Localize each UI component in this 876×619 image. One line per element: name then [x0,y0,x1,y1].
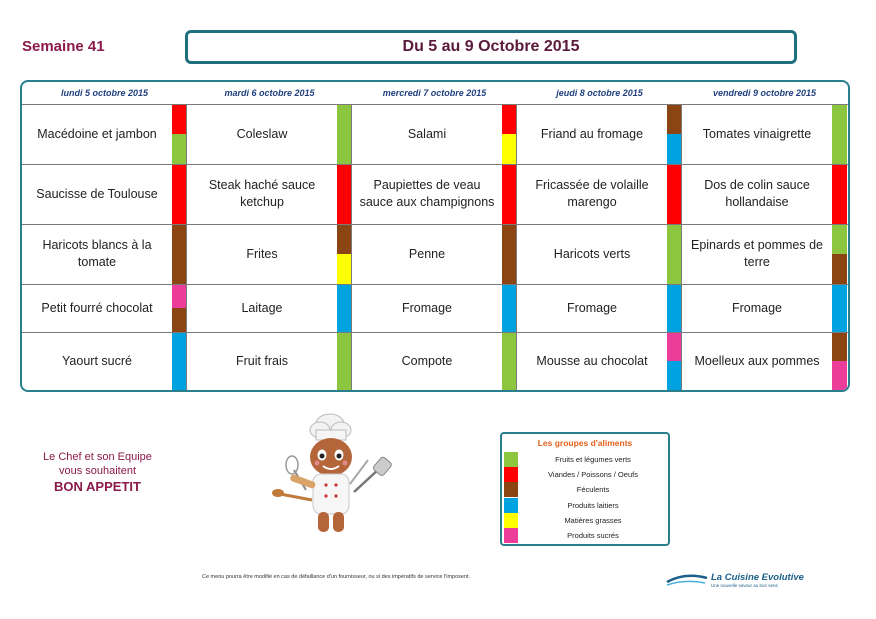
food-group-marker-yellow [337,254,352,284]
food-group-marker-green [172,134,187,164]
disclaimer-note: Ce menu pourra être modifié en cas de défaillance d'un fournisseur, ou si des impératifs de service l'imposent. [202,574,471,580]
menu-item: Penne [408,246,446,261]
food-group-marker-green [337,332,352,390]
food-group-marker-blue [667,284,682,332]
menu-item: Fromage [401,300,453,315]
food-group-marker-brown [502,224,517,284]
menu-item: Laitage [241,300,283,315]
menu-item: Fricassée de volaille marengo [535,178,649,209]
legend-item [502,498,668,513]
legend-label: Produits sucrés [567,531,619,540]
menu-item: Yaourt sucré [62,353,132,368]
food-group-marker-red [502,104,517,134]
food-group-marker-blue [667,134,682,164]
food-group-marker-blue [667,361,682,390]
legend-swatch-pink [504,528,518,543]
food-group-marker-red [502,164,517,224]
menu-item: Coleslaw [236,126,288,141]
menu-item: Mousse au chocolat [536,353,648,368]
food-group-marker-brown [667,104,682,134]
greeting [40,450,155,494]
day-header: lundi 5 octobre 2015 [60,88,149,98]
menu-item: Macédoine et jambon [37,126,157,141]
food-group-marker-green [667,224,682,284]
legend-title: Les groupes d'aliments [537,438,633,448]
brand-logo-icon [665,570,709,590]
food-group-marker-brown [832,332,847,361]
legend-swatch-red [504,467,518,482]
menu-item: Friand au fromage [540,126,644,141]
legend-label: Fruits et légumes verts [555,455,631,464]
legend-swatch-blue [504,498,518,513]
menu-item: Moelleux aux pommes [694,353,820,368]
food-group-marker-green [502,332,517,390]
food-group-marker-blue [832,284,847,332]
brand-name: La Cuisine Evolutive [711,572,804,583]
menu-item: Frites [246,246,278,261]
legend-item [502,467,668,482]
menu-item: Epinards et pommes de terre [690,238,823,269]
food-group-marker-blue [337,284,352,332]
row-divider [22,332,848,333]
menu-item: Tomates vinaigrette [702,126,812,141]
column-divider [351,104,352,390]
legend-label: Matières grasses [564,515,622,525]
brand-tagline: Une nouvelle saveur au bon sens [711,583,778,588]
legend-item [502,452,668,467]
food-group-marker-blue [172,332,187,390]
legend-label: Féculents [576,485,610,495]
food-group-marker-blue [502,284,517,332]
menu-item: Fruit frais [235,353,289,368]
menu-item: Salami [407,126,447,141]
day-header: vendredi 9 octobre 2015 [712,88,817,98]
week-label: Semaine 41 [22,38,105,55]
food-group-marker-red [172,164,187,224]
date-range-title: Du 5 au 9 Octobre 2015 [185,30,797,64]
column-divider [186,104,187,390]
legend-swatch-green [504,452,518,467]
food-group-marker-red [832,164,847,224]
food-group-marker-green [832,104,847,164]
column-divider [681,104,682,390]
food-group-marker-red [337,164,352,224]
food-group-marker-red [172,104,187,134]
food-group-marker-brown [832,254,847,284]
menu-item: Paupiettes de veau sauce aux champignons [359,178,495,209]
food-group-marker-yellow [502,134,517,164]
food-group-marker-green [832,224,847,254]
column-divider [516,104,517,390]
day-header: jeudi 8 octobre 2015 [556,88,643,98]
chef-mascot-illustration [268,410,418,540]
menu-item: Haricots blancs à la tomate [42,238,152,269]
menu-item: Petit fourré chocolat [41,300,153,315]
greeting-line-3: BON APPETIT [54,479,141,494]
row-divider [22,104,848,105]
menu-item: Saucisse de Toulouse [36,186,158,201]
legend-label: Produits laitiers [567,500,619,510]
food-group-marker-brown [337,224,352,254]
row-divider [22,224,848,225]
food-group-marker-red [667,164,682,224]
menu-grid [20,80,850,392]
food-group-marker-green [337,104,352,164]
food-group-marker-pink [667,332,682,361]
legend-item [502,482,668,497]
legend-item [502,528,668,543]
menu-item: Fromage [731,300,783,315]
menu-item: Fromage [566,300,618,315]
day-header: mercredi 7 octobre 2015 [382,88,487,98]
row-divider [22,164,848,165]
menu-item: Steak haché sauce ketchup [208,178,316,209]
legend-item [502,513,668,528]
legend-label: Viandes / Poissons / Oeufs [548,470,638,480]
row-divider [22,284,848,285]
food-group-marker-pink [832,361,847,390]
greeting-line-2: vous souhaitent [58,465,137,477]
brand-logo [665,570,815,592]
food-group-marker-pink [172,284,187,308]
food-group-legend [500,432,670,546]
legend-swatch-yellow [504,513,518,528]
day-header: mardi 6 octobre 2015 [224,88,315,98]
food-group-marker-brown [172,224,187,284]
menu-item: Dos de colin sauce hollandaise [704,178,810,209]
greeting-line-1: Le Chef et son Equipe [43,451,152,463]
menu-item: Haricots verts [553,246,631,261]
menu-item: Compote [401,353,453,368]
food-group-marker-brown [172,308,187,332]
legend-swatch-brown [504,482,518,497]
